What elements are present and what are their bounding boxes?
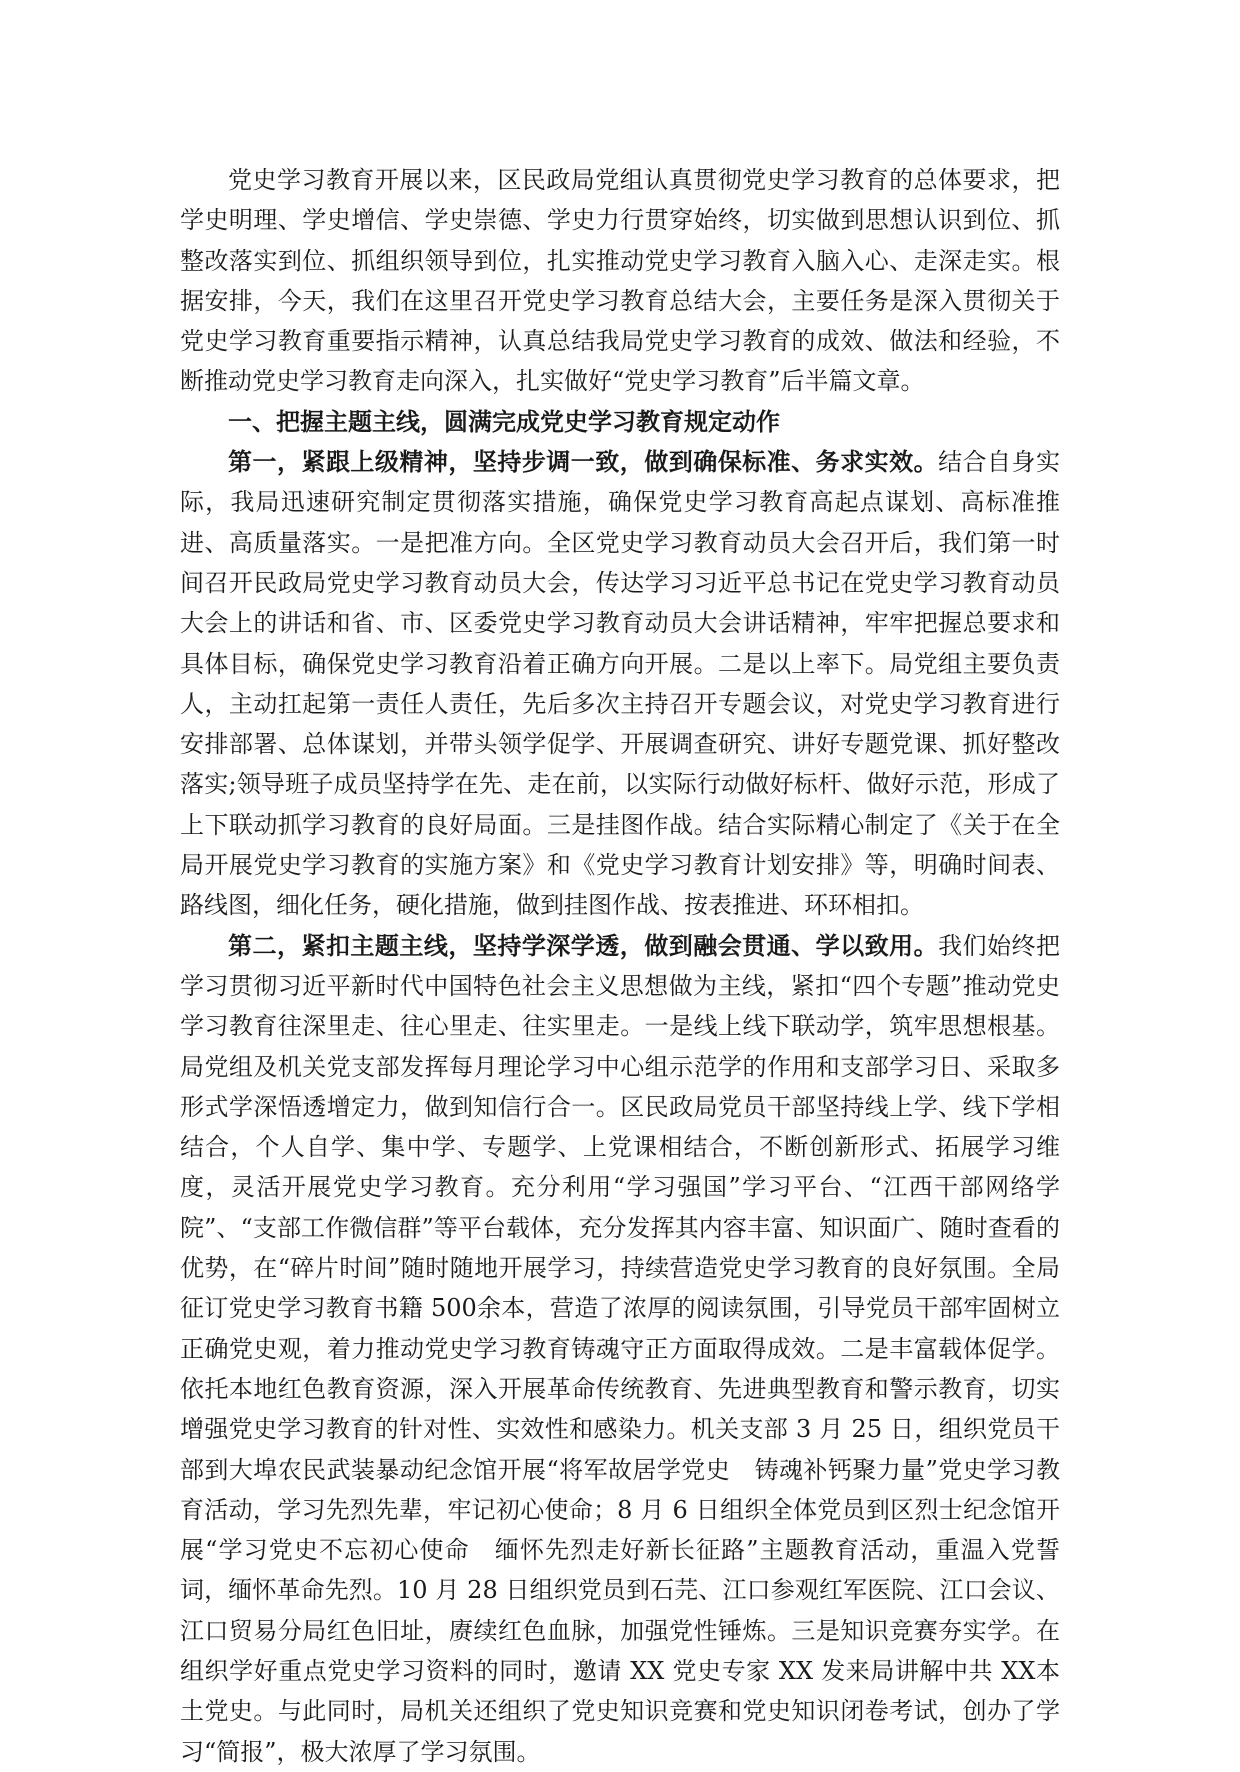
intro-paragraph: 党史学习教育开展以来，区民政局党组认真贯彻党史学习教育的总体要求，把学史明理、学史增信、学史崇德、学史力行贯穿始终，切实做到思想认识到位、抓整改落实到位、抓组织领导到位，扎实推动党史学习教育入脑入心、走深走实。根据安排，今天，我们在这里召开党史学习教育总结大会，主要任务是深入贯彻关于党史学习教育重要指示精神，认真总结我局党史学习教育的成效、做法和经验，不断推动党史学习教育走向深入，扎实做好“党史学习教育”后半篇文章。 [180, 166, 1060, 396]
point-1-body: 结合自身实际，我局迅速研究制定贯彻落实措施，确保党史学习教育高起点谋划、高标准推进、高质量落实。一是把准方向。全区党史学习教育动员大会召开后，我们第一时间召开民政局党史学习教育动员大会，传达学习习近平总书记在党史学习教育动员大会上的讲话和省、市、区委党史学习教育动员大会讲话精神，牢牢把握总要求和具体目标，确保党史学习教育沿着正确方向开展。二是以上率下。局党组主要负责人，主动扛起第一责任人责任，先后多次主持召开专题会议，对党史学习教育进行安排部署、总体谋划，并带头领学促学、开展调查研究、讲好专题党课、抓好整改落实;领导班子成员坚持学在先、走在前，以实际行动做好标杆、做好示范，形成了上下联动抓学习教育的良好局面。三是挂图作战。结合实际精心制定了《关于在全局开展党史学习教育的实施方案》和《党史学习教育计划安排》等，明确时间表、路线图，细化任务，硬化措施，做到挂图作战、按表推进、环环相扣。 [180, 448, 1061, 920]
document-body [180, 160, 1060, 1772]
point-2-body: 我们始终把学习贯彻习近平新时代中国特色社会主义思想做为主线，紧扣“四个专题”推动党史学习教育往深里走、往心里走、往实里走。一是线上线下联动学，筑牢思想根基。局党组及机关党支部发挥每月理论学习中心组示范学的作用和支部学习日、采取多形式学深悟透增定力，做到知信行合一。区民政局党员干部坚持线上学、线下学相结合，个人自学、集中学、专题学、上党课相结合，不断创新形式、拓展学习维度，灵活开展党史学习教育。充分利用“学习强国”学习平台、“江西干部网络学院”、“支部工作微信群”等平台载体，充分发挥其内容丰富、知识面广、随时查看的优势，在“碎片时间”随时随地开展学习，持续营造党史学习教育的良好氛围。全局征订党史学习教育书籍 500余本，营造了浓厚的阅读氛围，引导党员干部牢固树立正确党史观，着力推动党史学习教育铸魂守正方面取得成效。二是丰富载体促学。依托本地红色教育资源，深入开展革命传统教育、先进典型教育和警示教育，切实增强党史学习教育的针对性、实效性和感染力。机关支部 3 月 25 日，组织党员干部到大埠农民武装暴动纪念馆开展“将军故居学党史 铸魂补钙聚力量”党史学习教育活动，学习先烈先辈，牢记初心使命；8 月 6 日组织全体党员到区烈士纪念馆开展“学习党史不忘初心使命 缅怀先烈走好新长征路”主题教育活动，重温入党誓词，缅怀革命先烈。10 月 28 日组织党员到石芫、江口参观红军医院、江口会议、江口贸易分局红色旧址，赓续红色血脉，加强党性锤炼。三是知识竞赛夯实学。在组织学好重点党史学习资料的同时，邀请 XX 党史专家 XX 发来局讲解中共 XX本土党史。与此同时，局机关还组织了党史知识竞赛和党史知识闭卷考试，创办了学习“简报”，极大浓厚了学习氛围。 [180, 931, 1061, 1766]
point-1-lead: 第一，紧跟上级精神，坚持步调一致，做到确保标准、务求实效。 [228, 447, 939, 477]
section-heading-1: 一、把握主题主线，圆满完成党史学习教育规定动作 [228, 406, 780, 436]
point-2-paragraph [180, 926, 1060, 1772]
point-1-paragraph [180, 442, 1060, 926]
point-2-lead: 第二，紧扣主题主线，坚持学深学透，做到融会贯通、学以致用。 [228, 930, 939, 960]
